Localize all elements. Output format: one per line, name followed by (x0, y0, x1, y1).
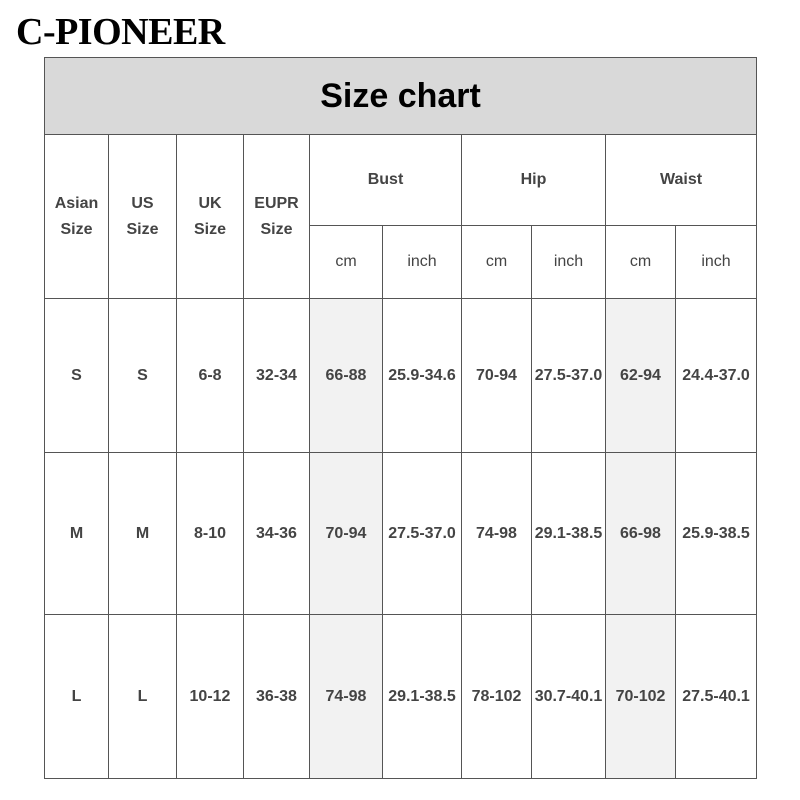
unit-bust-inch: inch (383, 226, 462, 299)
cell-hip-inch: 29.1-38.5 (532, 453, 606, 615)
unit-bust-cm: cm (310, 226, 383, 299)
cell-bust-inch: 25.9-34.6 (383, 299, 462, 453)
cell-hip-inch: 27.5-37.0 (532, 299, 606, 453)
cell-waist-inch: 25.9-38.5 (676, 453, 757, 615)
cell-eupr-size: 32-34 (244, 299, 310, 453)
cell-hip-cm: 70-94 (462, 299, 532, 453)
title-band (45, 58, 757, 135)
size-chart-table (44, 57, 757, 779)
header-uk-size: UK Size (177, 135, 244, 299)
cell-waist-cm: 66-98 (606, 453, 676, 615)
cell-eupr-size: 36-38 (244, 615, 310, 779)
cell-bust-inch: 29.1-38.5 (383, 615, 462, 779)
unit-waist-inch: inch (676, 226, 757, 299)
table-row (45, 615, 757, 779)
brand-logo: C-PIONEER (16, 11, 225, 53)
header-hip: Hip (462, 135, 606, 226)
cell-waist-inch: 27.5-40.1 (676, 615, 757, 779)
table-row (45, 299, 757, 453)
unit-hip-inch: inch (532, 226, 606, 299)
chart-title: Size chart (320, 76, 481, 115)
cell-us-size: S (109, 299, 177, 453)
cell-bust-cm: 74-98 (310, 615, 383, 779)
cell-bust-cm: 66-88 (310, 299, 383, 453)
cell-eupr-size: 34-36 (244, 453, 310, 615)
header-bust: Bust (310, 135, 462, 226)
cell-bust-cm: 70-94 (310, 453, 383, 615)
unit-hip-cm: cm (462, 226, 532, 299)
header-waist: Waist (606, 135, 757, 226)
cell-waist-cm: 62-94 (606, 299, 676, 453)
cell-us-size: M (109, 453, 177, 615)
cell-uk-size: 10-12 (177, 615, 244, 779)
unit-waist-cm: cm (606, 226, 676, 299)
table-row (45, 453, 757, 615)
cell-hip-cm: 74-98 (462, 453, 532, 615)
cell-uk-size: 8-10 (177, 453, 244, 615)
header-us-size: US Size (109, 135, 177, 299)
cell-waist-inch: 24.4-37.0 (676, 299, 757, 453)
cell-hip-cm: 78-102 (462, 615, 532, 779)
cell-uk-size: 6-8 (177, 299, 244, 453)
cell-asian-size: S (45, 299, 109, 453)
cell-hip-inch: 30.7-40.1 (532, 615, 606, 779)
cell-bust-inch: 27.5-37.0 (383, 453, 462, 615)
cell-waist-cm: 70-102 (606, 615, 676, 779)
cell-asian-size: M (45, 453, 109, 615)
cell-us-size: L (109, 615, 177, 779)
cell-asian-size: L (45, 615, 109, 779)
header-asian-size: Asian Size (45, 135, 109, 299)
header-eupr-size: EUPR Size (244, 135, 310, 299)
